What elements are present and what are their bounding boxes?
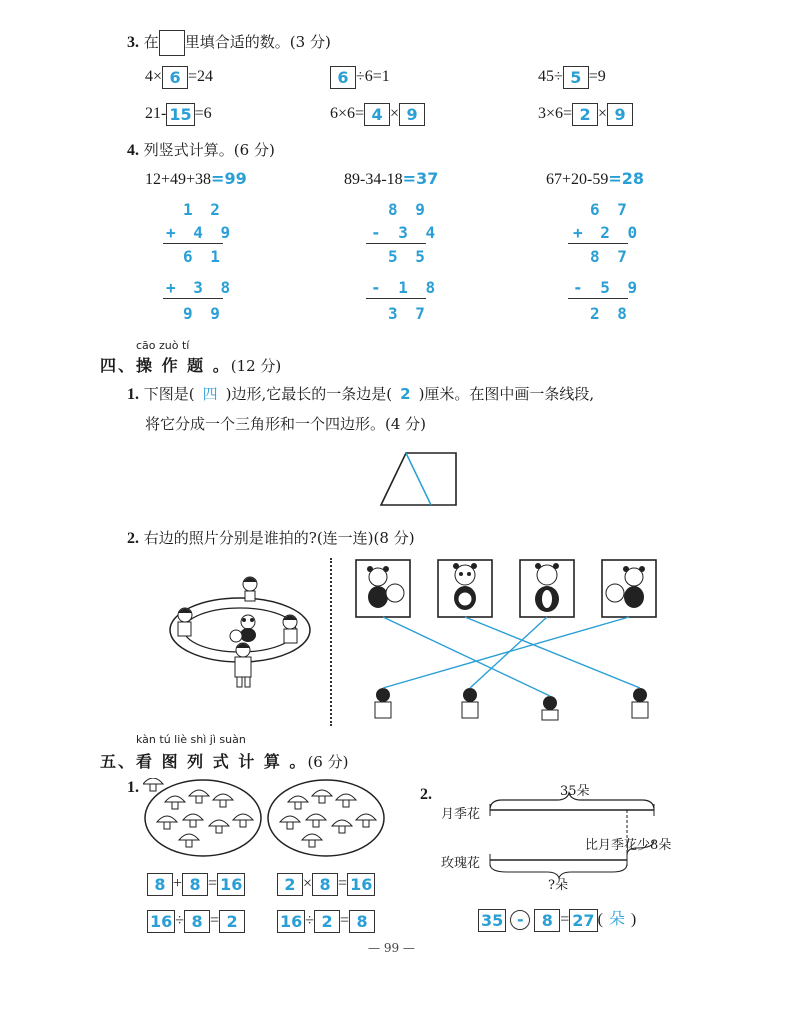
v1-line2: + 4 9 — [166, 223, 235, 242]
v1-line4: + 3 8 — [166, 278, 235, 297]
sec4-q1-line2: 将它分成一个三角形和一个四边形。(4 分) — [145, 415, 427, 433]
dividing-segment — [406, 453, 431, 505]
q4-eq2: 89-34-18=37 — [344, 169, 439, 188]
v2-line4: - 1 8 — [371, 278, 440, 297]
sec5-q2-num: 2. — [420, 786, 432, 803]
photographer-1 — [375, 688, 391, 718]
v1-line1: 1 2 — [183, 200, 224, 219]
v2-line1: 8 9 — [388, 200, 429, 219]
v3-line3: 8 7 — [590, 247, 631, 266]
q4-eq1: 12+49+38=99 — [145, 169, 247, 188]
photo-1 — [356, 560, 410, 617]
v2-line3: 5 5 — [388, 247, 429, 266]
sec5-eqD: 16 ÷ 2 = 8 — [277, 910, 375, 933]
q3-r2c1: 21- 15 =6 — [145, 105, 212, 124]
q3-r2c2: 6×6= 4 × 9 — [330, 103, 425, 126]
sec4-pinyin: cāo zuò tí — [136, 339, 190, 352]
sec5-eqC: 16 ÷ 8 = 2 — [147, 910, 245, 933]
sec4-title: 四、操 作 题 。(12 分) — [100, 356, 282, 375]
sec5-eqA: 8 + 8 = 16 — [147, 873, 245, 896]
q4-eq3: 67+20-59=28 — [546, 169, 645, 188]
photo-4 — [602, 560, 656, 617]
q3-title: 3. 在 里填合适的数。(3 分) — [127, 30, 331, 56]
q3-r1c2: 6 ÷6=1 — [330, 66, 390, 89]
v3-line1: 6 7 — [590, 200, 631, 219]
photo-2 — [438, 560, 492, 617]
label-less8: 比月季花少8朵 — [585, 838, 672, 853]
v2-line2: - 3 4 — [371, 223, 440, 242]
q4-title: 4. 列竖式计算。(6 分) — [127, 141, 275, 159]
q3-r1c1: 4× 6 =24 — [145, 68, 214, 87]
blank-box — [159, 30, 185, 56]
v1-line5: 9 9 — [183, 304, 224, 323]
q3-r1c3: 45÷ 5 =9 — [538, 68, 606, 87]
photographer-3 — [542, 696, 558, 720]
sec5-eqB: 2 × 8 = 16 — [277, 873, 375, 896]
page-number: — 99 — — [368, 941, 415, 955]
sec5-final: 35 - 8 = 27 ( 朵 ) — [478, 906, 636, 932]
v2-line5: 3 7 — [388, 304, 429, 323]
label-yueji: 月季花 — [441, 807, 481, 822]
dotted-divider — [330, 558, 332, 726]
children-around-panda-illustration — [160, 570, 320, 700]
sec4-q1: 1. 下图是( 四 )边形,它最长的一条边是( 2 )厘米。在图中画一条线段, — [127, 385, 595, 403]
bar-diagram — [487, 790, 667, 880]
v3-line4: - 5 9 — [573, 278, 642, 297]
label-35: 35朵 — [560, 784, 590, 799]
photo-3 — [520, 560, 574, 617]
v3-line5: 2 8 — [590, 304, 631, 323]
q3-r2c3: 3×6= 2 × 9 — [538, 103, 633, 126]
photo-matching — [350, 555, 670, 730]
label-question: ?朵 — [548, 878, 568, 893]
v3-line2: + 2 0 — [573, 223, 642, 242]
photographer-4 — [632, 688, 648, 718]
v1-line3: 6 1 — [183, 247, 224, 266]
label-meigui: 玫瑰花 — [441, 856, 481, 871]
sec5-q1-num: 1. — [127, 779, 139, 796]
sec4-q2: 2. 右边的照片分别是谁拍的?(连一连)(8 分) — [127, 529, 415, 547]
mushroom-plates — [143, 778, 393, 862]
photographer-2 — [462, 688, 478, 718]
sec5-pinyin: kàn tú liè shì jì suàn — [136, 733, 246, 746]
trapezoid-figure — [376, 450, 466, 510]
sec5-title: 五、看 图 列 式 计 算 。(6 分) — [100, 752, 349, 771]
